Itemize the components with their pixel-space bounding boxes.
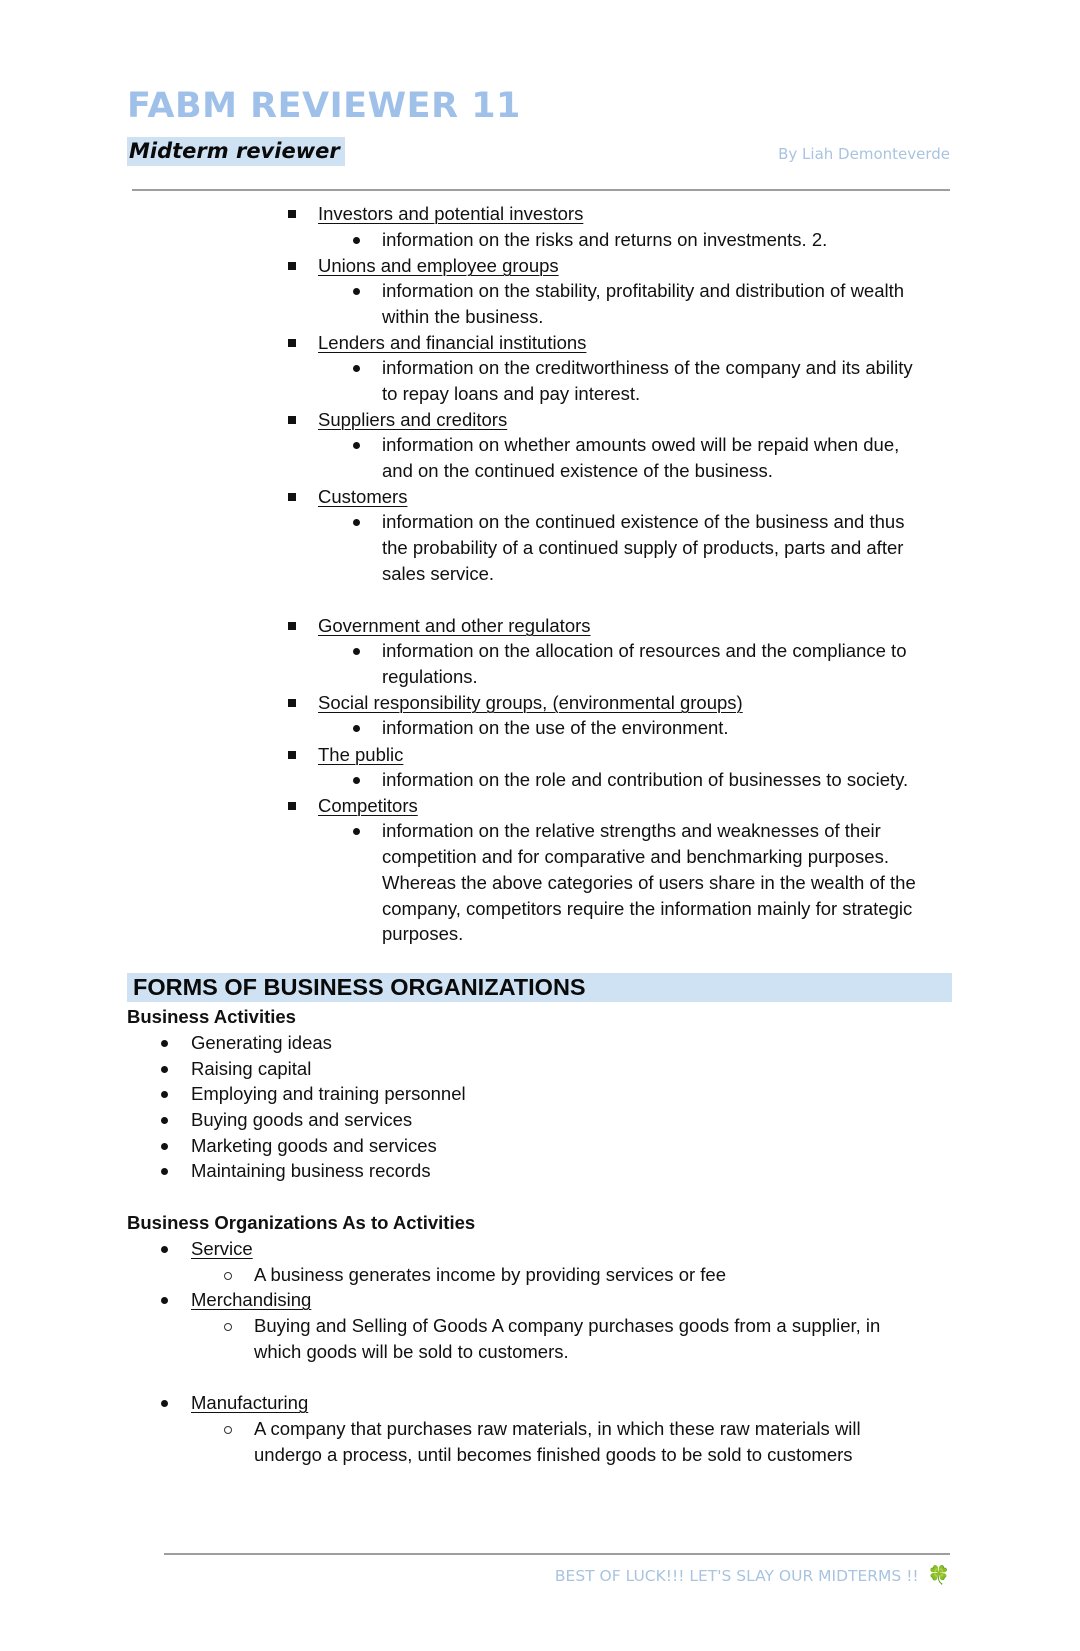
hollow-bullet-icon <box>224 1323 232 1331</box>
list-item-detail: undergo a process, until becomes finished goods to be sold to customers <box>254 1444 853 1465</box>
list-item: Maintaining business records <box>191 1160 431 1181</box>
bullet-icon <box>353 288 360 295</box>
list-item-label: Merchandising <box>191 1289 312 1310</box>
bullet-icon <box>161 1117 168 1124</box>
header-divider <box>132 189 950 191</box>
bullet-icon <box>161 1297 168 1304</box>
list-item-label: Customers <box>318 486 408 507</box>
square-bullet-icon <box>288 262 296 270</box>
list-item: Employing and training personnel <box>191 1083 466 1104</box>
bullet-icon <box>353 442 360 449</box>
bullet-icon <box>161 1040 168 1047</box>
list-item-detail: and on the continued existence of the business. <box>382 460 773 481</box>
organizations-heading: Business Organizations As to Activities <box>127 1212 476 1233</box>
bullet-icon <box>161 1143 168 1150</box>
square-bullet-icon <box>288 339 296 347</box>
list-item: Buying goods and services <box>191 1109 413 1130</box>
list-item-detail: Whereas the above categories of users share in the wealth of the <box>382 872 916 893</box>
bullet-icon <box>161 1400 168 1407</box>
list-item-detail: information on the allocation of resources and the compliance to <box>382 640 907 661</box>
bullet-icon <box>161 1246 168 1253</box>
list-item: Generating ideas <box>191 1032 332 1053</box>
list-item-detail: Buying and Selling of Goods A company purchases goods from a supplier, in <box>254 1315 881 1336</box>
list-item-label: Unions and employee groups <box>318 255 559 276</box>
footer-message <box>555 1565 950 1586</box>
list-item-detail: purposes. <box>382 923 464 944</box>
hollow-bullet-icon <box>224 1426 232 1434</box>
list-item-detail: information on the risks and returns on investments. 2. <box>382 229 828 250</box>
four-leaf-clover-icon: 🍀 <box>927 1565 950 1586</box>
bullet-icon <box>353 237 360 244</box>
list-item-detail: information on the relative strengths and weaknesses of their <box>382 820 881 841</box>
bullet-icon <box>353 519 360 526</box>
square-bullet-icon <box>288 751 296 759</box>
bullet-icon <box>353 777 360 784</box>
square-bullet-icon <box>288 210 296 218</box>
square-bullet-icon <box>288 622 296 630</box>
list-item: Raising capital <box>191 1058 312 1079</box>
list-item-label: Suppliers and creditors <box>318 409 508 430</box>
list-item-detail: information on whether amounts owed will be repaid when due, <box>382 434 900 455</box>
list-item-label: The public <box>318 744 404 765</box>
list-item-label: Investors and potential investors <box>318 203 584 224</box>
activities-heading: Business Activities <box>127 1006 296 1027</box>
bullet-icon <box>161 1168 168 1175</box>
square-bullet-icon <box>288 493 296 501</box>
list-item-detail: information on the role and contribution of businesses to society. <box>382 769 909 790</box>
list-item-detail: sales service. <box>382 563 495 584</box>
list-item-label: Manufacturing <box>191 1392 309 1413</box>
list-item-detail: information on the continued existence of the business and thus <box>382 511 905 532</box>
list-item: Marketing goods and services <box>191 1135 437 1156</box>
square-bullet-icon <box>288 699 296 707</box>
list-item-label: Competitors <box>318 795 418 816</box>
list-item-detail: A company that purchases raw materials, in which these raw materials will <box>254 1418 861 1439</box>
hollow-bullet-icon <box>224 1272 232 1280</box>
square-bullet-icon <box>288 802 296 810</box>
footer-text: BEST OF LUCK!!! LET'S SLAY OUR MIDTERMS !! <box>554 1567 919 1585</box>
list-item-detail: regulations. <box>382 666 478 687</box>
bullet-icon <box>161 1066 168 1073</box>
list-item-detail: the probability of a continued supply of products, parts and after <box>382 537 904 558</box>
bullet-icon <box>353 725 360 732</box>
list-item-detail: information on the use of the environment. <box>382 717 729 738</box>
square-bullet-icon <box>288 416 296 424</box>
list-item-detail: which goods will be sold to customers. <box>254 1341 569 1362</box>
list-item-label: Service <box>191 1238 253 1259</box>
section-heading: FORMS OF BUSINESS ORGANIZATIONS <box>133 974 586 1000</box>
list-item-detail: information on the stability, profitability and distribution of wealth <box>382 280 905 301</box>
bullet-icon <box>161 1091 168 1098</box>
list-item-detail: within the business. <box>382 306 544 327</box>
bullet-icon <box>353 648 360 655</box>
list-item-label: Lenders and financial institutions <box>318 332 587 353</box>
list-item-detail: information on the creditworthiness of the company and its ability <box>382 357 913 378</box>
list-item-detail: A business generates income by providing services or fee <box>254 1264 727 1285</box>
document-title: FABM REVIEWER 11 <box>127 86 521 126</box>
bullet-icon <box>353 365 360 372</box>
list-item-detail: to repay loans and pay interest. <box>382 383 641 404</box>
bullet-icon <box>353 828 360 835</box>
list-item-detail: competition and for comparative and benchmarking purposes. <box>382 846 889 867</box>
document-subtitle: Midterm reviewer <box>127 137 345 166</box>
list-item-detail: company, competitors require the information mainly for strategic <box>382 898 913 919</box>
author-credit: By Liah Demonteverde <box>778 145 950 163</box>
list-item-label: Social responsibility groups, (environmental groups) <box>318 692 743 713</box>
footer-divider <box>164 1553 950 1555</box>
list-item-label: Government and other regulators <box>318 615 591 636</box>
